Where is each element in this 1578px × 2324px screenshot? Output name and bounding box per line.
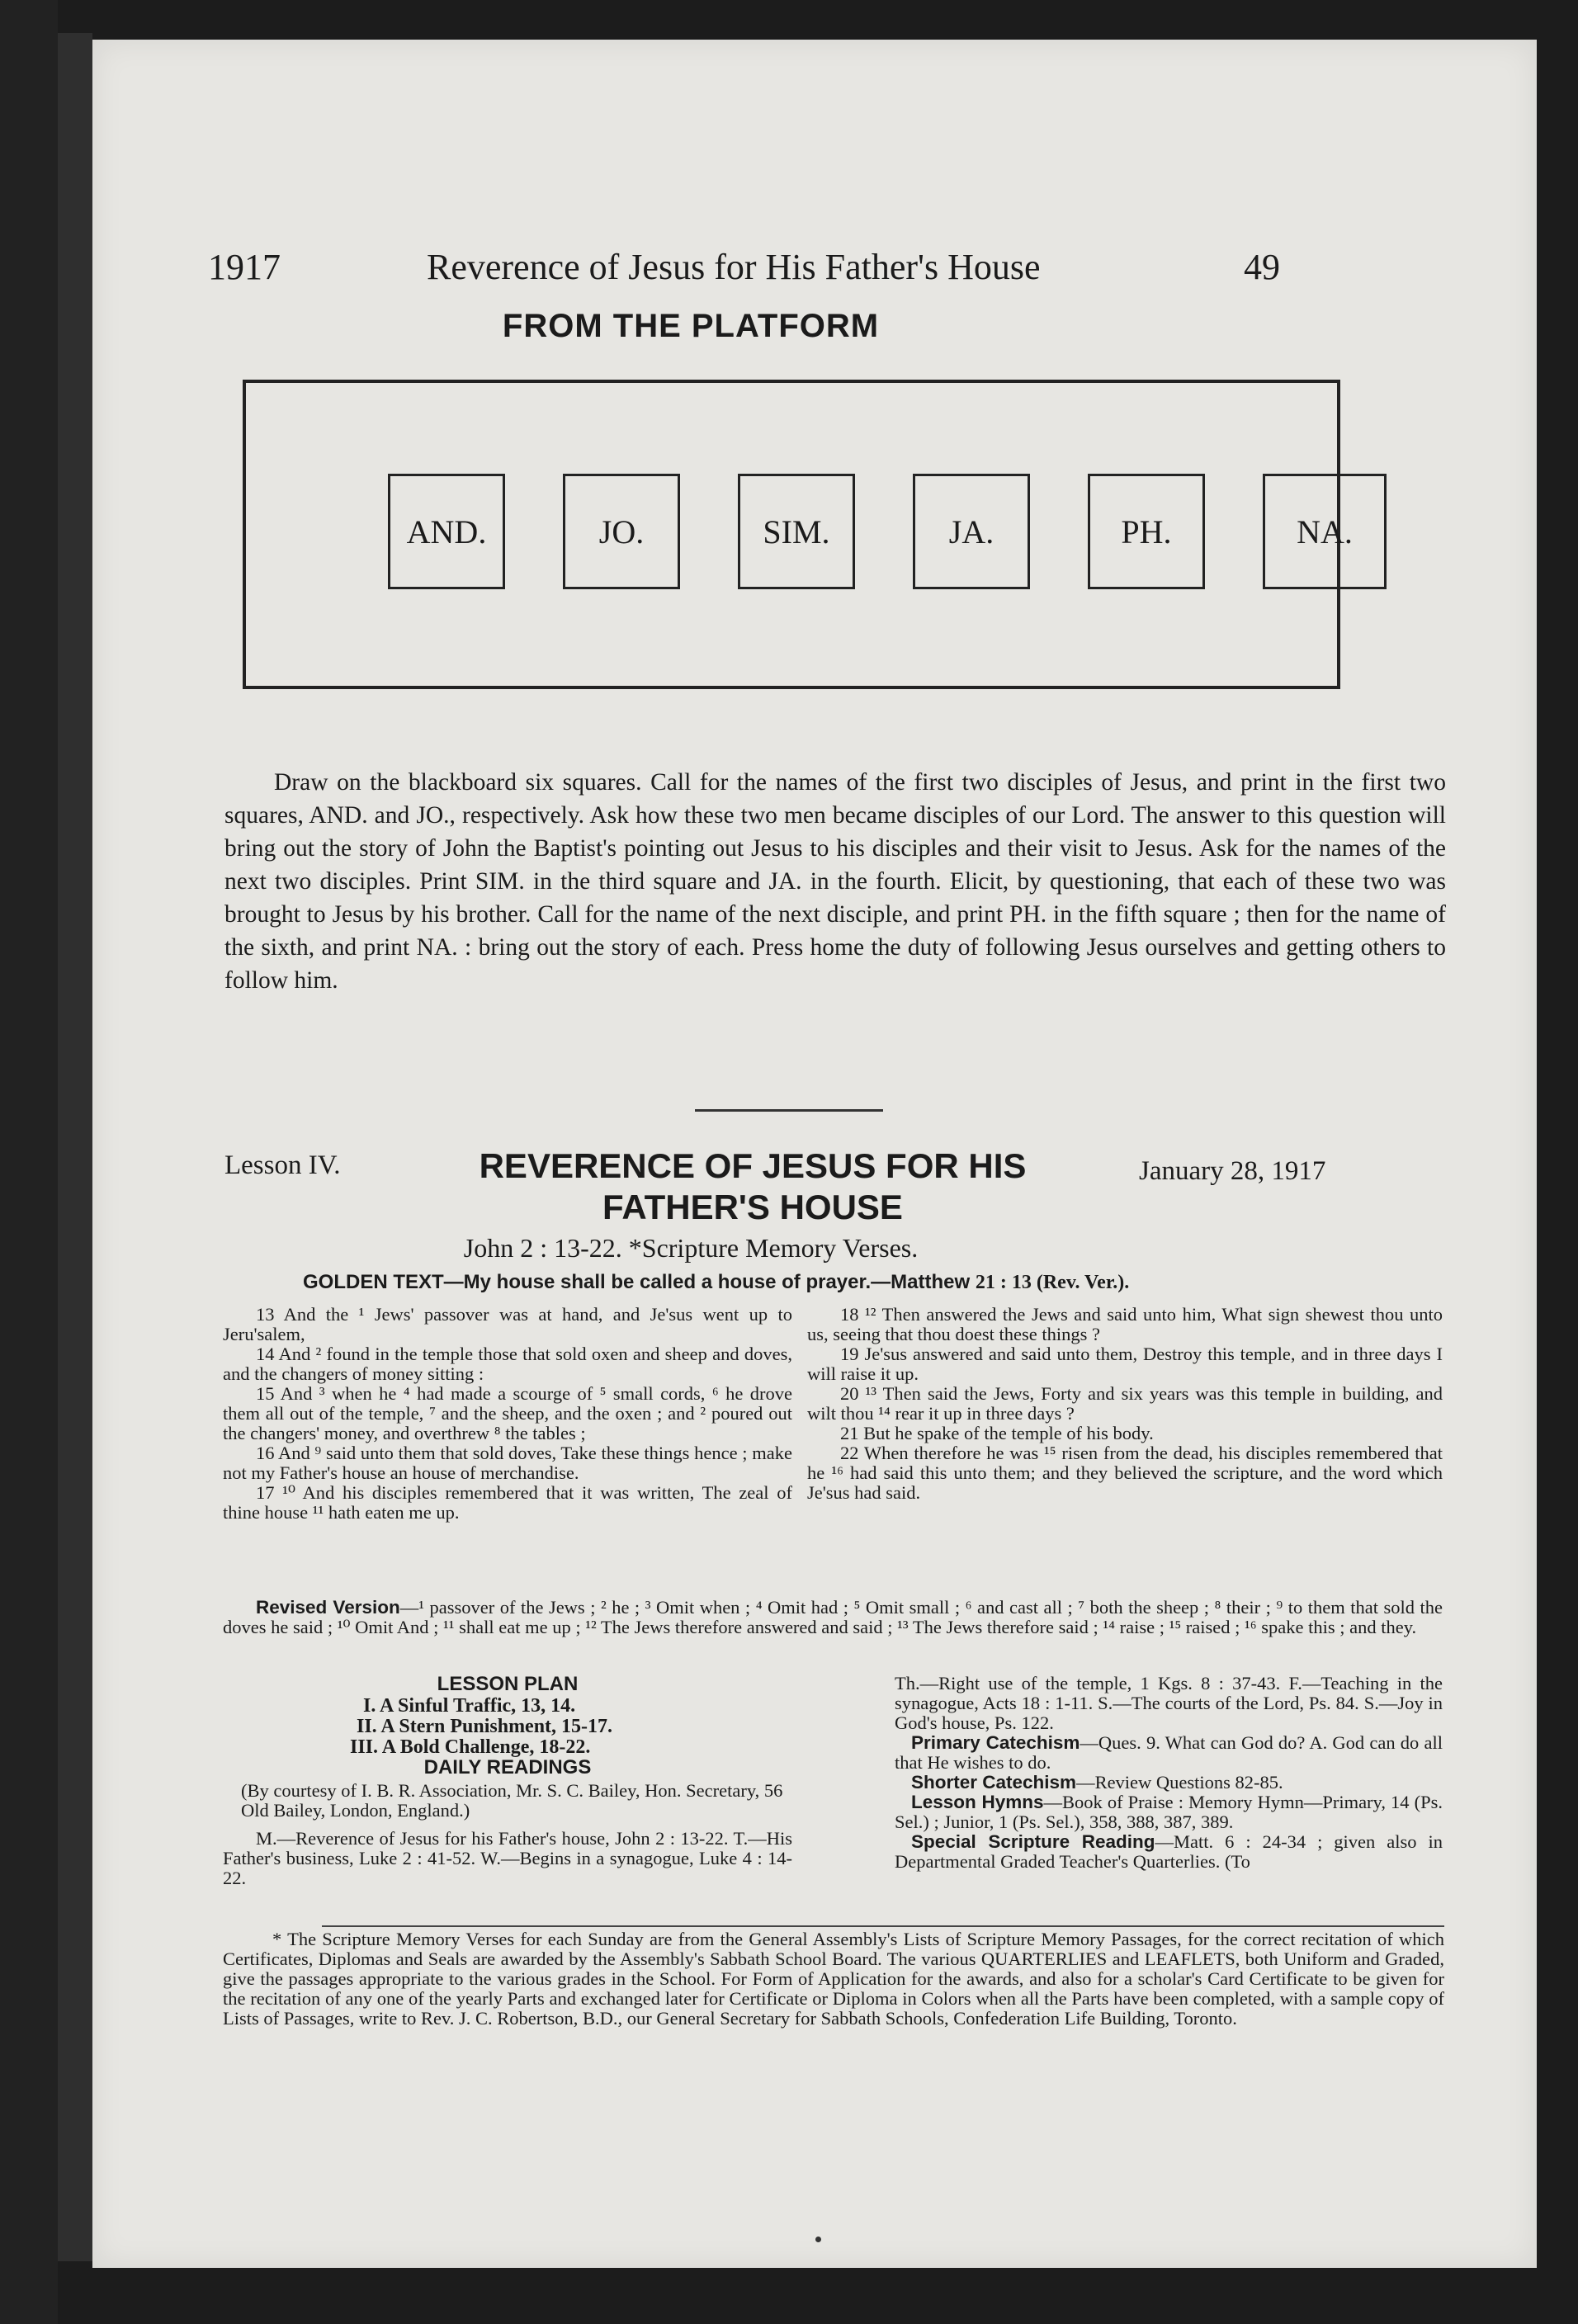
shorter-catechism-label: Shorter Catechism (911, 1772, 1077, 1793)
primary-catechism-label: Primary Catechism (911, 1732, 1080, 1753)
footnote: * The Scripture Memory Verses for each Sunday are from the General Assembly's Lists of Scripture Memory Passages, for the correct recitation of which Certificates, Diplomas and Seals are awarded by the Assembly's Sabbath School Board. The various QUARTERLIES and LEAFLETS, both Uniform and Graded, give the passages appropriate to the various grades in the School. For Form of Application for the awards, and also for a scholar's Card Certificate to be given for the recitation of any one of the yearly Parts and exchanged later for Certificate or Diploma in Colors when all the Parts have been completed, with a sample copy of Lists of Passages, write to Rev. J. C. Robertson, B.D., our General Secretary for Sabbath Schools, Confederation Life Building, Toronto. (223, 1929, 1444, 2029)
platform-heading: FROM THE PLATFORM (502, 308, 880, 344)
lesson-date: January 28, 1917 (1139, 1156, 1326, 1186)
square-2: JO. (563, 474, 680, 589)
section-divider (695, 1109, 883, 1112)
daily-readings-heading: DAILY READINGS (423, 1756, 592, 1778)
footnote-rule (322, 1925, 1444, 1927)
verses-left-column (223, 1305, 792, 1523)
platform-instructions: Draw on the blackboard six squares. Call for the names of the first two disciples of Jesus, and print in the first two squares, AND. and JO., respectively. Ask how these two men became disciples of our Lord. The answer to this question will bring out the story of John the Baptist's pointing out Jesus to his disciples and their visit to Jesus. Ask for the names of the next two disciples. Print SIM. in the third square and JA. in the fourth. Elicit, by questioning, that each of these two was brought to Jesus by his brother. Call for the name of the next disciple, and print PH. in the fifth square ; then for the name of the sixth, and print NA. : bring out the story of each. Press home the duty of following Jesus ourselves and getting others to follow him. (224, 769, 1446, 994)
readings-continued: Th.—Right use of the temple, 1 Kgs. 8 : 37-43. F.—Teaching in the synagogue, Acts 18 : 1-11. S.—The courts of the Lord, Ps. 84. S.—Joy in God's house, Ps. 122. (895, 1673, 1443, 1733)
verse-16: 16 And ⁹ said unto them that sold doves, Take these things hence ; make not my Father's house an house of merchandise. (223, 1443, 792, 1483)
verse-22: 22 When therefore he was ¹⁵ risen from the dead, his disciples remembered that he ¹⁶ had said this unto them; and they believed the scripture, and the word which Je'sus had said. (807, 1443, 1443, 1503)
verse-21: 21 But he spake of the temple of his body. (840, 1423, 1154, 1443)
lesson-plan-list (350, 1695, 613, 1758)
lesson-notes-right: Th.—Right use of the temple, 1 Kgs. 8 : 37-43. F.—Teaching in the synagogue, Acts 18 : 1-11. S.—The courts of the Lord, Ps. 84. S.—Joy in God's house, Ps. 122. Primary Catechism—Ques. 9. What can God do? A. God can do all that He wishes to do. Shorter Catechism—Review Questions 82-85. Lesson Hymns—Book of Praise : Memory Hymn—Primary, 14 (Ps. Sel.) ; Junior, 1 (Ps. Sel.), 358, 388, 387, 389. Special Scripture Reading—Matt. 6 : 24-34 ; given also in Departmental Graded Teacher's Quarterlies. (To (895, 1673, 1443, 1872)
scripture-reference: John 2 : 13-22. *Scripture Memory Verses. (463, 1233, 919, 1263)
lesson-plan-item: II. A Stern Punishment, 15-17. (357, 1716, 613, 1737)
lesson-hymns-label: Lesson Hymns (911, 1792, 1044, 1812)
verse-20: 20 ¹³ Then said the Jews, Forty and six years was this temple in building, and wilt thou ¹⁴ rear it up in three days ? (807, 1383, 1443, 1424)
verses-right-column (807, 1305, 1443, 1503)
book-page (92, 40, 1537, 2268)
square-3: SIM. (738, 474, 855, 589)
verse-17: 17 ¹⁰ And his disciples remembered that it was written, The zeal of thine house ¹¹ hath eaten me up. (223, 1482, 792, 1523)
special-reading-label: Special Scripture Reading (911, 1831, 1155, 1852)
blackboard-diagram (243, 380, 1353, 689)
verse-13: 13 And the ¹ Jews' passover was at hand, and Je'sus went up to Jeru'salem, (223, 1304, 792, 1344)
lesson-plan-item: I. A Sinful Traffic, 13, 14. (363, 1695, 576, 1717)
lesson-number: Lesson IV. (224, 1150, 341, 1180)
square-4: JA. (913, 474, 1030, 589)
running-title: Reverence of Jesus for His Father's House (427, 247, 1041, 287)
book-spine (0, 0, 58, 2324)
running-year: 1917 (208, 247, 281, 287)
square-6: NA. (1263, 474, 1387, 589)
golden-text: GOLDEN TEXT—My house shall be called a house of prayer.—Matthew 21 : 13 (Rev. Ver.). (303, 1271, 1130, 1293)
lesson-plan-heading: LESSON PLAN (437, 1673, 579, 1695)
lesson-plan-item: III. A Bold Challenge, 18-22. (350, 1736, 591, 1758)
square-5: PH. (1088, 474, 1205, 589)
verse-15: 15 And ³ when he ⁴ had made a scourge of ⁵ small cords, ⁶ he drove them all out of the temple, ⁷ and the sheep, and the oxen ; and ² poured out the changers' money, and overthrew ⁸ the tables ; (223, 1383, 792, 1443)
verse-14: 14 And ² found in the temple those that sold oxen and sheep and doves, and the changers of money sitting : (223, 1344, 792, 1384)
verse-18: 18 ¹² Then answered the Jews and said unto him, What sign shewest thou unto us, seeing that thou doest these things ? (807, 1304, 1443, 1344)
square-1: AND. (388, 474, 505, 589)
daily-readings-credit: (By courtesy of I. B. R. Association, Mr. S. C. Bailey, Hon. Secretary, 56 Old Bailey, London, England.) (241, 1780, 783, 1821)
page-number: 49 (1244, 247, 1280, 287)
ink-speck (815, 2237, 821, 2242)
revised-version-notes: Revised Version—¹ passover of the Jews ; ² he ; ³ Omit when ; ⁴ Omit had ; ⁵ Omit small ; ⁶ and cast all ; ⁷ both the sheep ; ⁸ their ; ⁹ to them that sold the doves he said ; ¹⁰ Omit And ; ¹¹ shall eat me up ; ¹² The Jews therefore answered and said ; ¹³ The Jews therefore said ; ¹⁴ raise ; ¹⁵ raised ; ¹⁶ spake this ; and they. (223, 1597, 1443, 1637)
facing-page-edge (58, 33, 92, 2261)
lesson-title: REVERENCE OF JESUS FOR HIS FATHER'S HOUSE (479, 1146, 1027, 1226)
daily-readings-list: M.—Reverence of Jesus for his Father's house, John 2 : 13-22. T.—His Father's business, Luke 2 : 41-52. W.—Begins in a synagogue, Luke 4 : 14-22. (223, 1828, 792, 1888)
verse-19: 19 Je'sus answered and said unto them, Destroy this temple, and in three days I will raise it up. (807, 1344, 1443, 1384)
